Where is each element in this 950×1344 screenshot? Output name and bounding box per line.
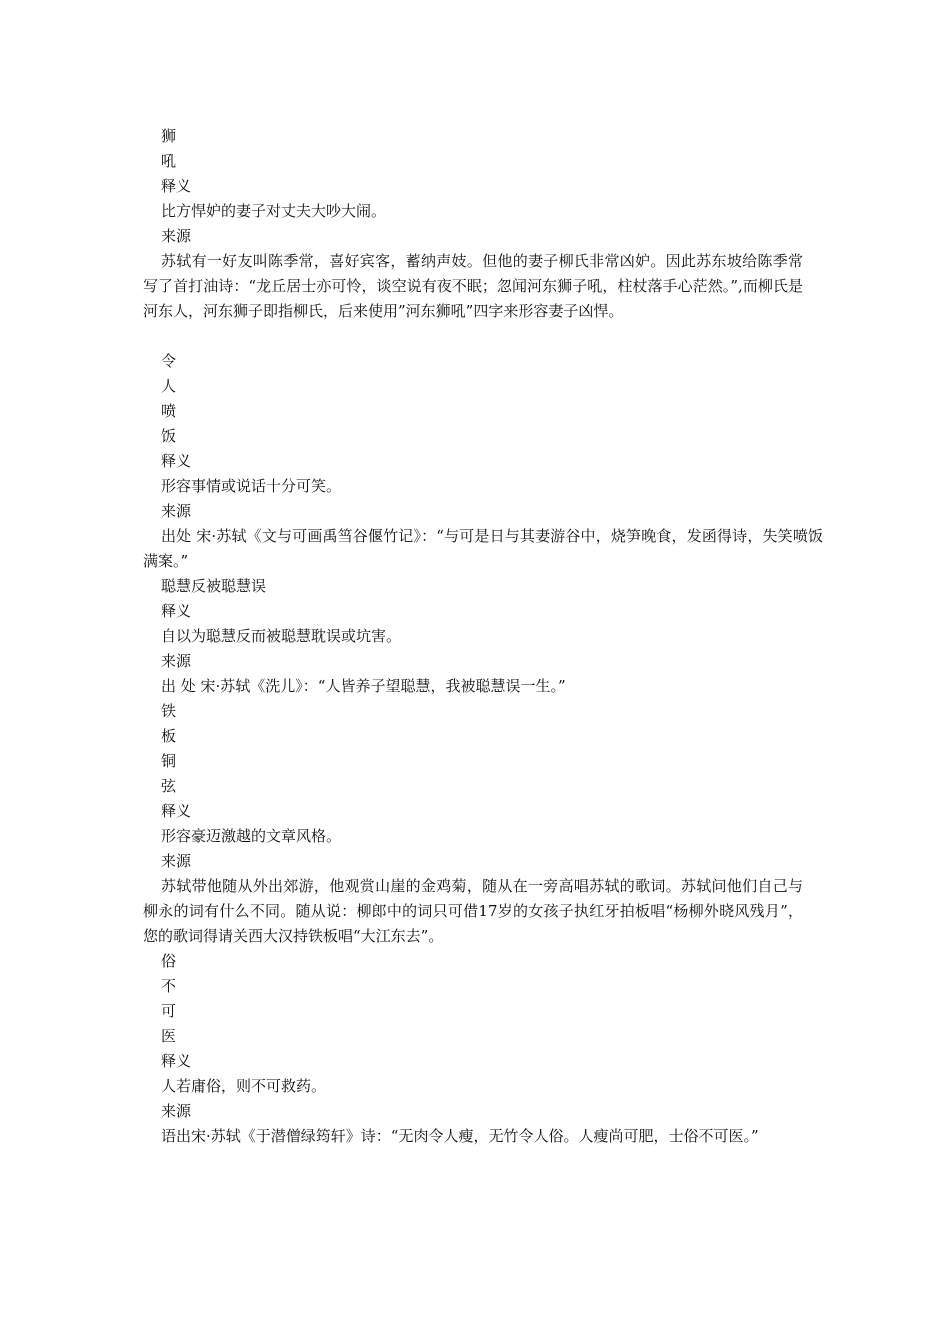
source-text: 出 处 宋·苏轼《洗儿》：“人皆养子望聪慧，我被聪慧误一生。” — [161, 677, 566, 695]
meaning-label: 释义 — [161, 802, 192, 820]
idiom-title-char: 不 — [161, 977, 177, 995]
idiom-section-5 — [143, 949, 823, 1149]
idiom-title-char: 医 — [161, 1027, 177, 1045]
meaning-label: 释义 — [161, 452, 192, 470]
section-gap — [143, 324, 823, 349]
source-text: 语出宋·苏轼《于潜僧绿筠轩》诗：“无肉令人瘦，无竹令人俗。人瘦尚可肥，士俗不可医。” — [161, 1127, 759, 1145]
document-body — [143, 124, 823, 1149]
source-label: 来源 — [161, 227, 192, 245]
source-text: 苏轼有一好友叫陈季常，喜好宾客，蓄纳声妓。但他的妻子柳氏非常凶妒。因此苏东坡给陈季常写了首打油诗：“龙丘居士亦可怜，谈空说有夜不眠；忽闻河东狮子吼，柱杖落手心茫然。”,而柳氏是河东人，河东狮子即指柳氏，后来使用”河东狮吼”四字来形容妻子凶悍。 — [143, 252, 803, 320]
source-label: 来源 — [161, 502, 192, 520]
idiom-section-4 — [143, 699, 823, 949]
meaning-text: 自以为聪慧反而被聪慧耽误或坑害。 — [161, 627, 402, 645]
idiom-title-char: 铜 — [161, 752, 177, 770]
meaning-text: 比方悍妒的妻子对丈夫大吵大闹。 — [161, 202, 387, 220]
idiom-title-char: 俗 — [161, 952, 177, 970]
idiom-section-3 — [143, 574, 823, 699]
idiom-title-char: 人 — [161, 377, 177, 395]
idiom-title-char: 吼 — [161, 152, 177, 170]
idiom-title-char: 饭 — [161, 427, 177, 445]
idiom-title-char: 可 — [161, 1002, 177, 1020]
meaning-label: 释义 — [161, 1052, 192, 1070]
idiom-title-char: 狮 — [161, 127, 177, 145]
idiom-title-char: 喷 — [161, 402, 177, 420]
meaning-label: 释义 — [161, 602, 192, 620]
idiom-title-char: 板 — [161, 727, 177, 745]
meaning-text: 人若庸俗，则不可救药。 — [161, 1077, 327, 1095]
meaning-text: 形容事情或说话十分可笑。 — [161, 477, 342, 495]
meaning-label: 释义 — [161, 177, 192, 195]
idiom-title-char: 令 — [161, 352, 177, 370]
idiom-title: 聪慧反被聪慧误 — [161, 577, 267, 595]
idiom-section-2 — [143, 349, 823, 574]
source-text: 出处 宋·苏轼《文与可画禹筜谷偃竹记》：“与可是日与其妻游谷中，烧笋晚食，发函得诗，失笑喷饭满案。” — [143, 527, 823, 570]
source-label: 来源 — [161, 1102, 192, 1120]
source-label: 来源 — [161, 652, 192, 670]
meaning-text: 形容豪迈激越的文章风格。 — [161, 827, 342, 845]
idiom-title-char: 弦 — [161, 777, 177, 795]
idiom-title-char: 铁 — [161, 702, 177, 720]
source-text: 苏轼带他随从外出郊游，他观赏山崖的金鸡菊，随从在一旁高唱苏轼的歌词。苏轼问他们自己与柳永的词有什么不同。随从说：柳郎中的词只可借17岁的女孩子执红牙拍板唱“杨柳外晓风残月”，您的歌词得请关西大汉持铁板唱“大江东去”。 — [143, 877, 803, 945]
source-label: 来源 — [161, 852, 192, 870]
idiom-section-1 — [143, 124, 823, 324]
